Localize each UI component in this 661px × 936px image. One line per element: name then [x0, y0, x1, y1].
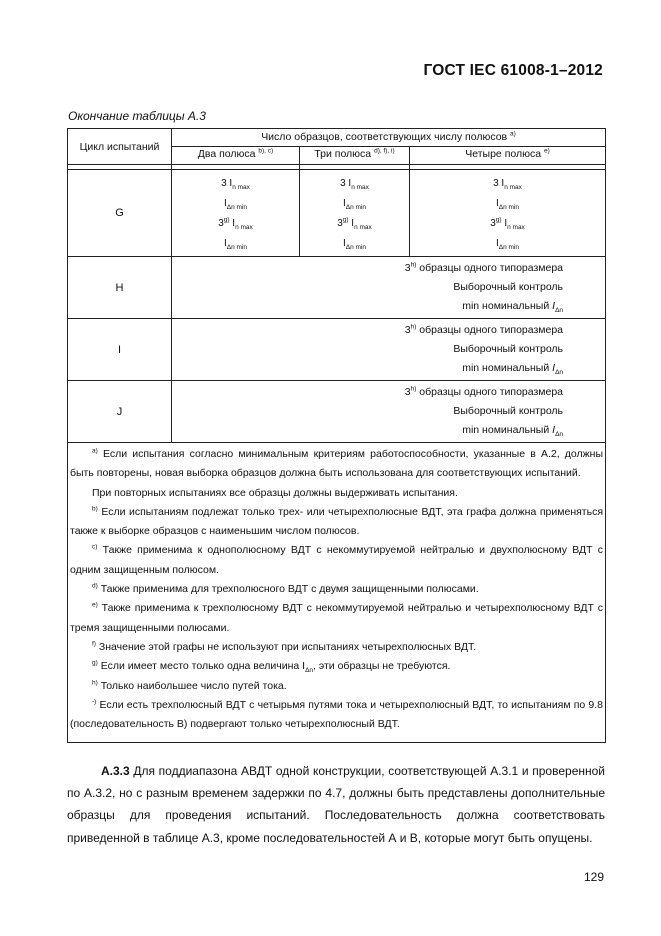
clause-number: А.3.3 — [101, 764, 130, 778]
note-d: $^{d)}$ Также применима для трехполюсного ВДТ с двумя защищенными полюсами. — [92, 582, 479, 596]
table-notes — [68, 443, 606, 743]
table-row-j — [68, 381, 606, 443]
cycle-i: I — [68, 319, 172, 381]
header-two-poles: Два полюса $^{b), c)}$ — [172, 147, 300, 165]
note-repeat: При повторных испытаниях все образцы должны выдерживать испытания. — [92, 486, 458, 499]
g-three-poles: 3 $I_{n max}$ $I_{\Delta n min}$ 3$^{g)}$ $I_{n max}$ $I_{\Delta n min}$ — [300, 170, 410, 257]
table-row-i — [68, 319, 606, 381]
cycle-g: G — [68, 170, 172, 257]
note-e: $^{e)}$ Также применима к трехполюсному ВДТ с некоммутируемой нейтралью и четырехполюсному ВДТ с тремя защищенными полюсами. — [70, 601, 604, 634]
note-b: $^{b)}$ Если испытаниям подлежат только трех- или четырехполюсные ВДТ, эта графа должна применяться также к выборке образцов с наименьшим числом полюсов. — [70, 505, 604, 538]
page-number: 129 — [583, 870, 604, 884]
h-samples: 3$^{h)}$ образцы одного типоразмера Выборочный контроль min номинальный $I_{\Delta n}$ — [172, 257, 606, 319]
header-samples: Число образцов, соответствующих числу полюсов $^{a)}$ — [172, 129, 606, 147]
header-four-poles: Четыре полюса $^{e)}$ — [410, 147, 606, 165]
header-cycle: Цикл испытаний — [68, 129, 172, 165]
note-i: -) Если есть трехполюсный ВДТ с четырьмя путями тока и четырехполюсный ВДТ, то испытаниям по 9.8 (последовательность В) подвергают только четырехполюсный ВДТ. — [70, 698, 604, 731]
g-two-poles: 3 $I_{n max}$ $I_{\Delta n min}$ 3$^{g)}$ $I_{n max}$ $I_{\Delta n min}$ — [172, 170, 300, 257]
j-samples: 3$^{h)}$ образцы одного типоразмера Выборочный контроль min номинальный $I_{\Delta n}$ — [172, 381, 606, 443]
cycle-j: J — [68, 381, 172, 443]
note-c: $^{c)}$ Также применима к однополюсному ВДТ с некоммутируемой нейтралью и двухполюсному ВДТ с одним защищенным полюсом. — [70, 543, 604, 576]
table-notes-row — [68, 443, 606, 743]
table-row-g — [68, 170, 606, 257]
i-samples: 3$^{h)}$ образцы одного типоразмера Выборочный контроль min номинальный $I_{\Delta n}$ — [172, 319, 606, 381]
g-four-poles: 3 $I_{n max}$ $I_{\Delta n min}$ 3$^{g)}$ $I_{n max}$ $I_{\Delta n min}$ — [410, 170, 606, 257]
body-paragraph — [67, 760, 605, 849]
header-three-poles: Три полюса $^{d), f), i)}$ — [300, 147, 410, 165]
note-f: $^{f)}$ Значение этой графы не используют при испытаниях четырехполюсных ВДТ. — [92, 640, 477, 653]
note-g: $^{g)}$ Если имеет место только одна величина $I_{\Delta n}$, эти образцы не требуются. — [92, 659, 451, 675]
table-row-h — [68, 257, 606, 319]
note-a: $^{a)}$ Если испытания согласно минимальным критериям работоспособности, указанные в А.2, должны быть повторены, новая выборка образцов должна быть использована для соответствующих испытаний. — [70, 447, 604, 480]
samples-table — [67, 128, 606, 743]
document-header: ГОСТ IEC 61008-1–2012 — [423, 62, 603, 79]
note-h: $^{h)}$ Только наибольшее число путей тока. — [92, 679, 287, 692]
table-caption: Окончание таблицы А.3 — [68, 109, 206, 123]
clause-text: Для поддиапазона АВДТ одной конструкции, соответствующей А.3.1 и проверенной по А.3.2, но с разным временем задержки по 4.7, должны быть представлены дополнительные образцы для проведения испытаний. Последовательность должна соответствовать приведенной в таблице А.3, кроме последовательностей А и В, которые могут быть опущены. — [67, 764, 605, 845]
cycle-h: H — [68, 257, 172, 319]
